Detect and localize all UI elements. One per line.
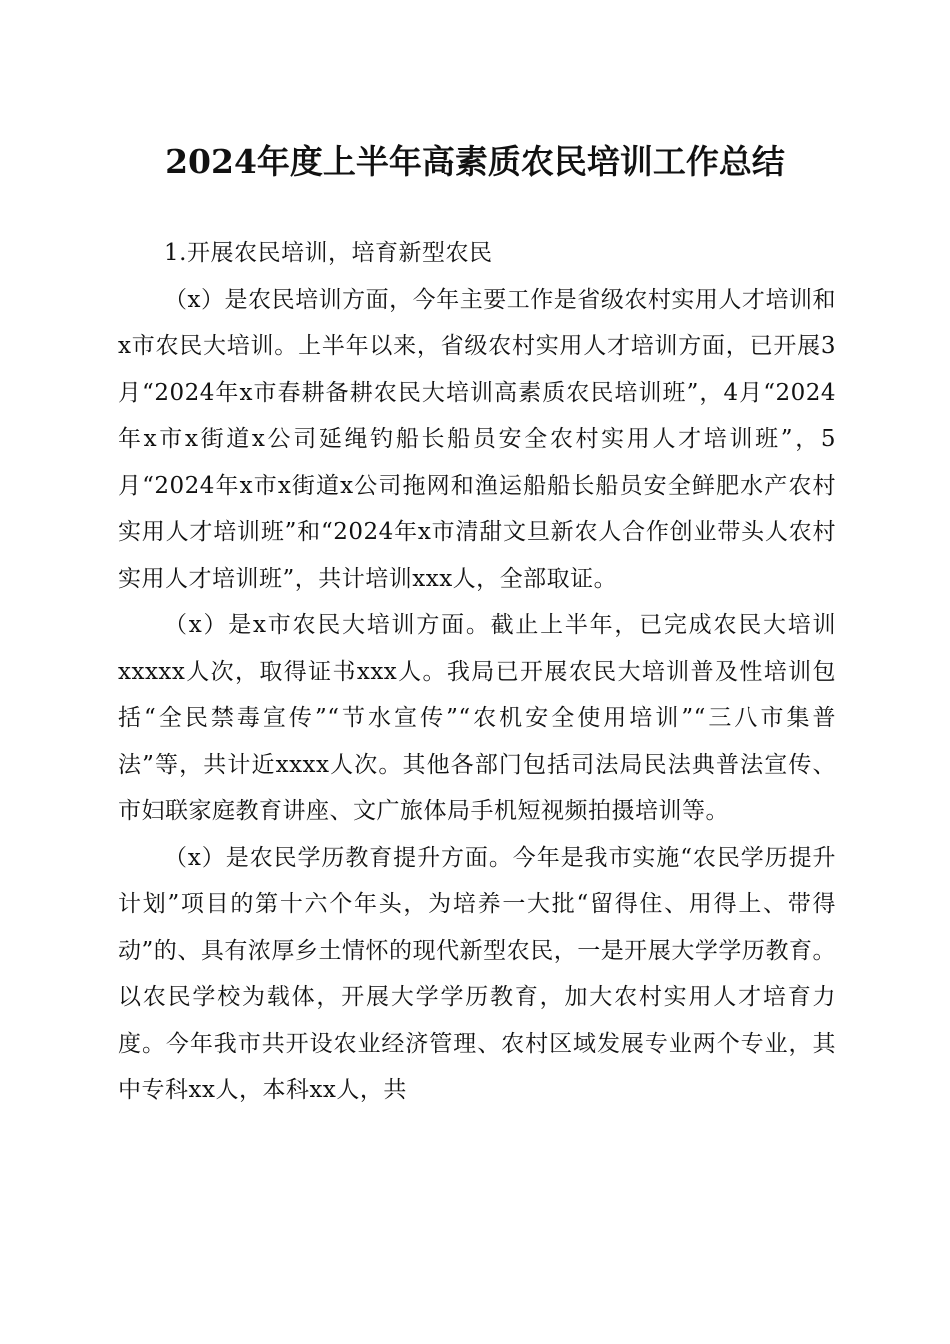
section-heading: 1.开展农民培训，培育新型农民: [164, 240, 493, 266]
document-body: [118, 230, 836, 1114]
paragraph-city-training: （x）是x市农民大培训方面。截止上半年，已完成农民大培训xxxxx人次，取得证书xxx人。我局已开展农民大培训普及性培训包括“全民禁毒宣传”“节水宣传”“农机安全使用培训”“三八市集普法”等，共计近xxxx人次。其他各部门包括司法局民法典普法宣传、市妇联家庭教育讲座、文广旅体局手机短视频拍摄培训等。: [118, 612, 836, 824]
paragraph-education: （x）是农民学历教育提升方面。今年是我市实施“农民学历提升计划”项目的第十六个年头，为培养一大批“留得住、用得上、带得动”的、具有浓厚乡土情怀的现代新型农民，一是开展大学学历教育。以农民学校为载体，开展大学学历教育，加大农村实用人才培育力度。今年我市共开设农业经济管理、农村区域发展专业两个专业，其中专科xx人，本科xx人，共: [118, 844, 836, 1103]
paragraph-farmer-training: （x）是农民培训方面，今年主要工作是省级农村实用人才培训和x市农民大培训。上半年以来，省级农村实用人才培训方面，已开展3月“2024年x市春耕备耕农民大培训高素质农民培训班”，4月“2024年x市x街道x公司延绳钓船长船员安全农村实用人才培训班”，5月“2024年x市x街道x公司拖网和渔运船船长船员安全鲜肥水产农村实用人才培训班”和“2024年x市清甜文旦新农人合作创业带头人农村实用人才培训班”，共计培训xxx人，全部取证。: [118, 286, 836, 592]
document-title: 2024年度上半年高素质农民培训工作总结: [165, 142, 785, 181]
